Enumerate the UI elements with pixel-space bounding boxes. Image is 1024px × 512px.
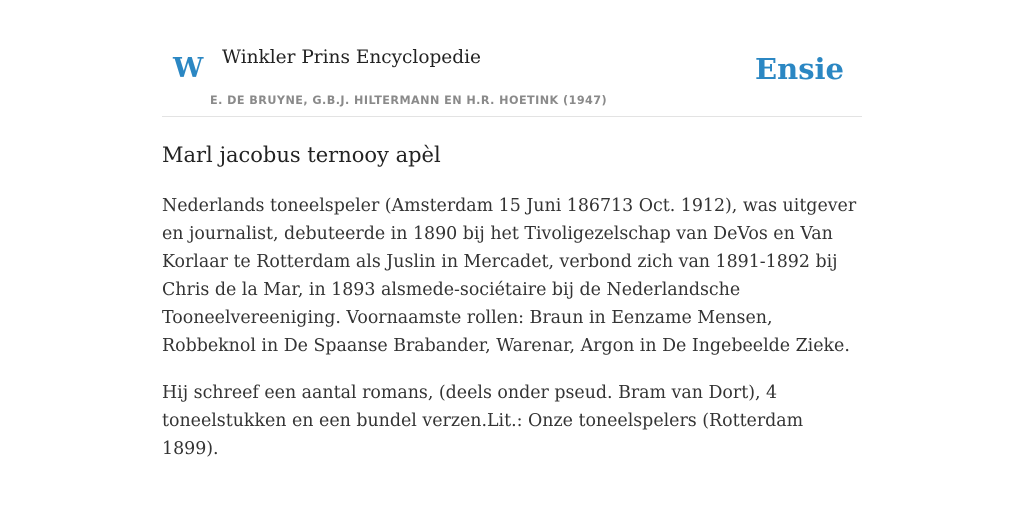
article-title: Marl jacobus ternooy apèl bbox=[162, 143, 441, 167]
encyclopedia-header bbox=[162, 0, 862, 117]
article-paragraph: Nederlands toneelspeler (Amsterdam 15 Juni 186713 Oct. 1912), was uitgever en journalist, debuteerde in 1890 bij het Tivoligezelschap van DeVos en Van Korlaar te Rotterdam als Juslin in Mercadet, verbond zich van 1891-1892 bij Chris de la Mar, in 1893 alsmede-sociétaire bij de Nederlandsche Tooneelvereeniging. Voornaamste rollen: Braun in Eenzame Mensen, Robbeknol in De Spaanse Brabander, Warenar, Argon in De Ingebeelde Zieke. bbox=[162, 196, 857, 356]
book-title-link[interactable]: Winkler Prins Encyclopedie bbox=[222, 47, 481, 68]
winkler-prins-logo[interactable]: W bbox=[173, 53, 204, 84]
article-paragraph: Hij schreef een aantal romans, (deels onder pseud. Bram van Dort), 4 toneelstukken en een bundel verzen.Lit.: Onze toneelspelers (Rotterdam 1899). bbox=[162, 383, 804, 459]
ensie-logo-link[interactable]: Ensie bbox=[755, 52, 844, 86]
book-authors: E. DE BRUYNE, G.B.J. HILTERMANN EN H.R. HOETINK (1947) bbox=[210, 94, 608, 107]
article-body bbox=[162, 192, 862, 482]
